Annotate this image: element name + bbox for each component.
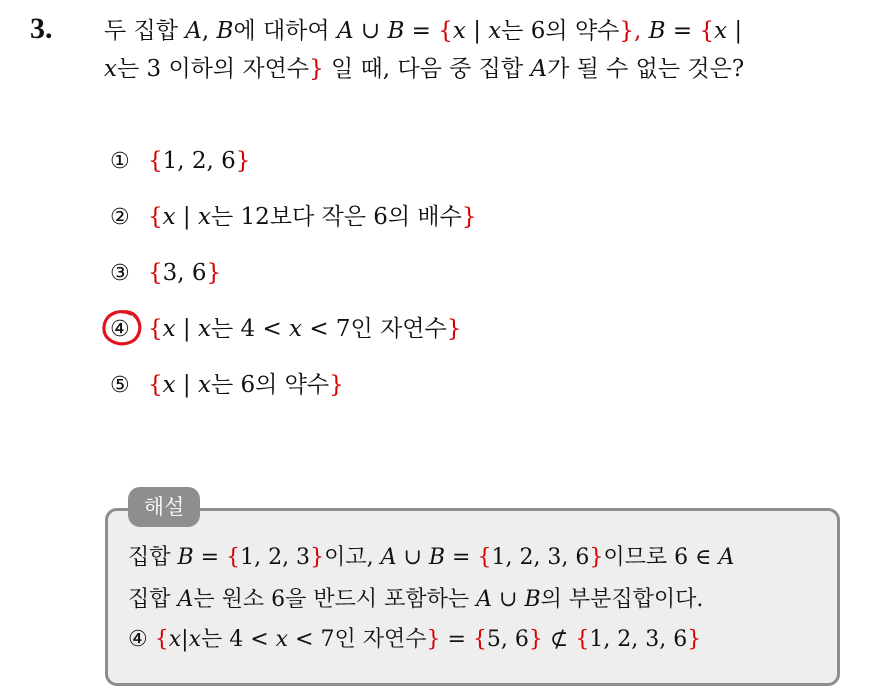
solution-line-1: 집합 B = {1, 2, 3}이고, A ∪ B = {1, 2, 3, 6}이므로 6 ∈ A	[128, 545, 735, 570]
choice-number: ⑤	[110, 373, 130, 398]
choice-5[interactable]: ⑤ {x | x는 6의 약수}	[110, 368, 344, 402]
solution-tag: 해설	[128, 487, 200, 527]
solution-line-3: ④ {x|x는 4 < x < 7인 자연수} = {5, 6} ⊄ {1, 2, 3, 6}	[128, 627, 702, 652]
choice-4[interactable]: ④ {x | x는 4 < x < 7인 자연수}	[110, 312, 461, 346]
question-number: 3.	[30, 12, 53, 45]
choice-number: ②	[110, 205, 130, 230]
choice-number: ①	[110, 149, 130, 174]
choice-2[interactable]: ② {x | x는 12보다 작은 6의 배수}	[110, 200, 477, 234]
solution-line-2: 집합 A는 원소 6을 반드시 포함하는 A ∪ B의 부분집합이다.	[128, 587, 704, 612]
answer-circle-mark	[101, 308, 145, 348]
question-line-2: x는 3 이하의 자연수} 일 때, 다음 중 집합 A가 될 수 없는 것은?	[104, 56, 745, 82]
question-line-1: 두 집합 A, B에 대하여 A ∪ B = {x | x는 6의 약수}, B = {x |	[104, 18, 743, 44]
choice-3[interactable]: ③ {3, 6}	[110, 256, 221, 290]
choice-number: ③	[110, 261, 130, 286]
choice-number: ④	[110, 317, 130, 342]
choice-1[interactable]: ① {1, 2, 6}	[110, 144, 250, 178]
